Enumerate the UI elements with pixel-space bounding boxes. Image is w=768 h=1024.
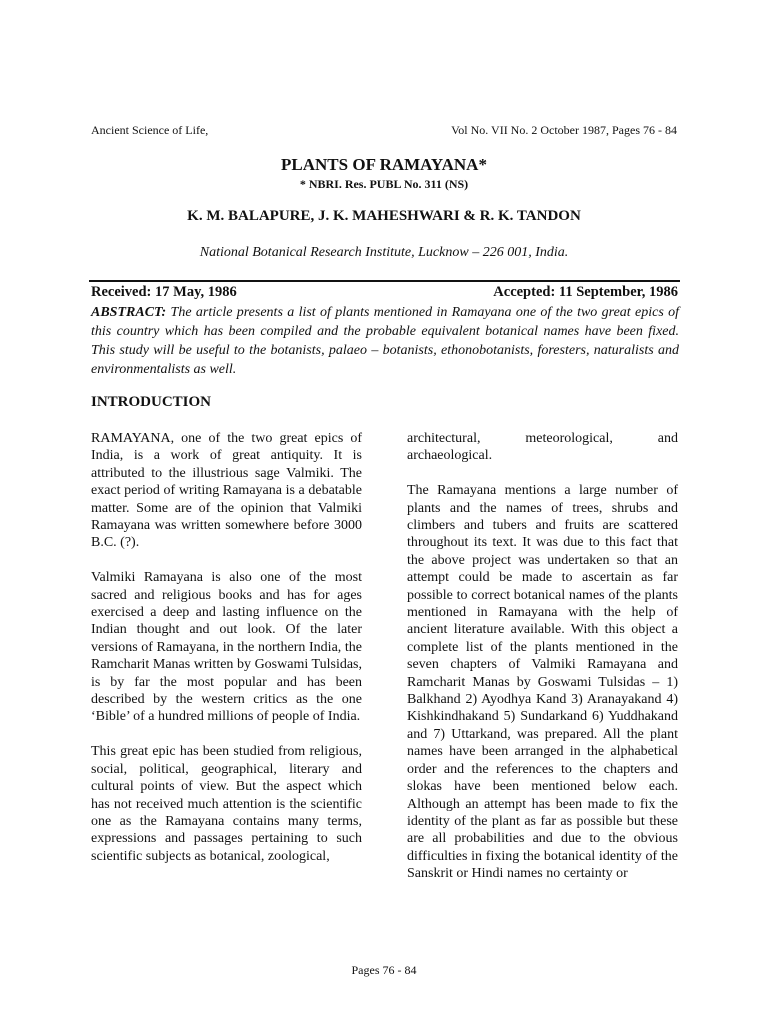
- authors: K. M. BALAPURE, J. K. MAHESHWARI & R. K. TANDON: [187, 208, 581, 224]
- title-footnote: * NBRI. Res. PUBL No. 311 (NS): [299, 177, 469, 191]
- paragraph: This great epic has been studied from religious, social, political, geographical, literary and cultural points of view. But the aspect which has not received much attention is the scientific one as the Ramayana contains many terms, expressions and passages pertaining to such scientific subjects as botanical, zoological,: [91, 744, 362, 864]
- paragraph: architectural, meteorological, and archaeological.: [407, 431, 678, 464]
- abstract-text: The article presents a list of plants mentioned in Ramayana one of the two great epics of this country which has been compiled and the probable equivalent botanical names have been fixed. This study will be useful to the botanists, palaeo – botanists, ethonobotanists, foresters, naturalists and environmentalists as well.: [91, 305, 679, 377]
- right-column: [407, 430, 678, 900]
- journal-name: Ancient Science of Life,: [91, 123, 209, 137]
- article-title: PLANTS OF RAMAYANA*: [281, 155, 487, 174]
- section-heading-introduction: INTRODUCTION: [91, 394, 212, 410]
- affiliation: National Botanical Research Institute, Lucknow – 226 001, India.: [199, 245, 569, 260]
- paragraph: RAMAYANA, one of the two great epics of India, is a work of great antiquity. It is attributed to the illustrious sage Valmiki. The exact period of writing Ramayana is a debatable matter. Some are of the opinion that Valmiki Ramayana was written somewhere before 3000 B.C. (?).: [91, 431, 362, 551]
- abstract-label: ABSTRACT:: [91, 305, 167, 320]
- volume-info: Vol No. VII No. 2 October 1987, Pages 76 - 84: [451, 123, 677, 137]
- paragraph: The Ramayana mentions a large number of plants and the names of trees, shrubs and climbers and tubers and fruits are scattered throughout its text. It was due to this fact that the above project was undertaken so that an attempt could be made to ascertain as far possible to correct botanical names of the plants mentioned in Ramayana with the help of ancient literature available. With this object a complete list of the plants mentioned in the seven chapters of Valmiki Ramayana and Ramcharit Manas by Goswami Tulsidas – 1) Balkhand 2) Ayodhya Kand 3) Aranayakand 4) Kishkindhakand 5) Sundarkand 6) Yuddhakand and 7) Uttarkand, was prepared. All the plant names have been arranged in the alphabetical order and the references to the chapters and slokas have been mentioned below each. Although an attempt has been made to fix the identity of the plant as far as possible but these are all probabilities and due to the obvious difficulties in fixing the botanical identity of the Sanskrit or Hindi names no certainty or: [407, 483, 678, 882]
- abstract: [91, 303, 679, 379]
- paragraph: Valmiki Ramayana is also one of the most sacred and religious books and has for ages exercised a deep and lasting influence on the Indian thought and out look. Of the later versions of Ramayana, in the northern India, the Ramcharit Manas written by Goswami Tulsidas, is by far the most popular and has been described by the western critics as the one ‘Bible’ of a hundred millions of people of India.: [91, 570, 362, 725]
- accepted-date: Accepted: 11 September, 1986: [493, 284, 678, 300]
- left-column: [91, 430, 362, 883]
- header-divider: [89, 280, 680, 282]
- received-date: Received: 17 May, 1986: [91, 284, 237, 300]
- page-footer: Pages 76 - 84: [351, 963, 417, 977]
